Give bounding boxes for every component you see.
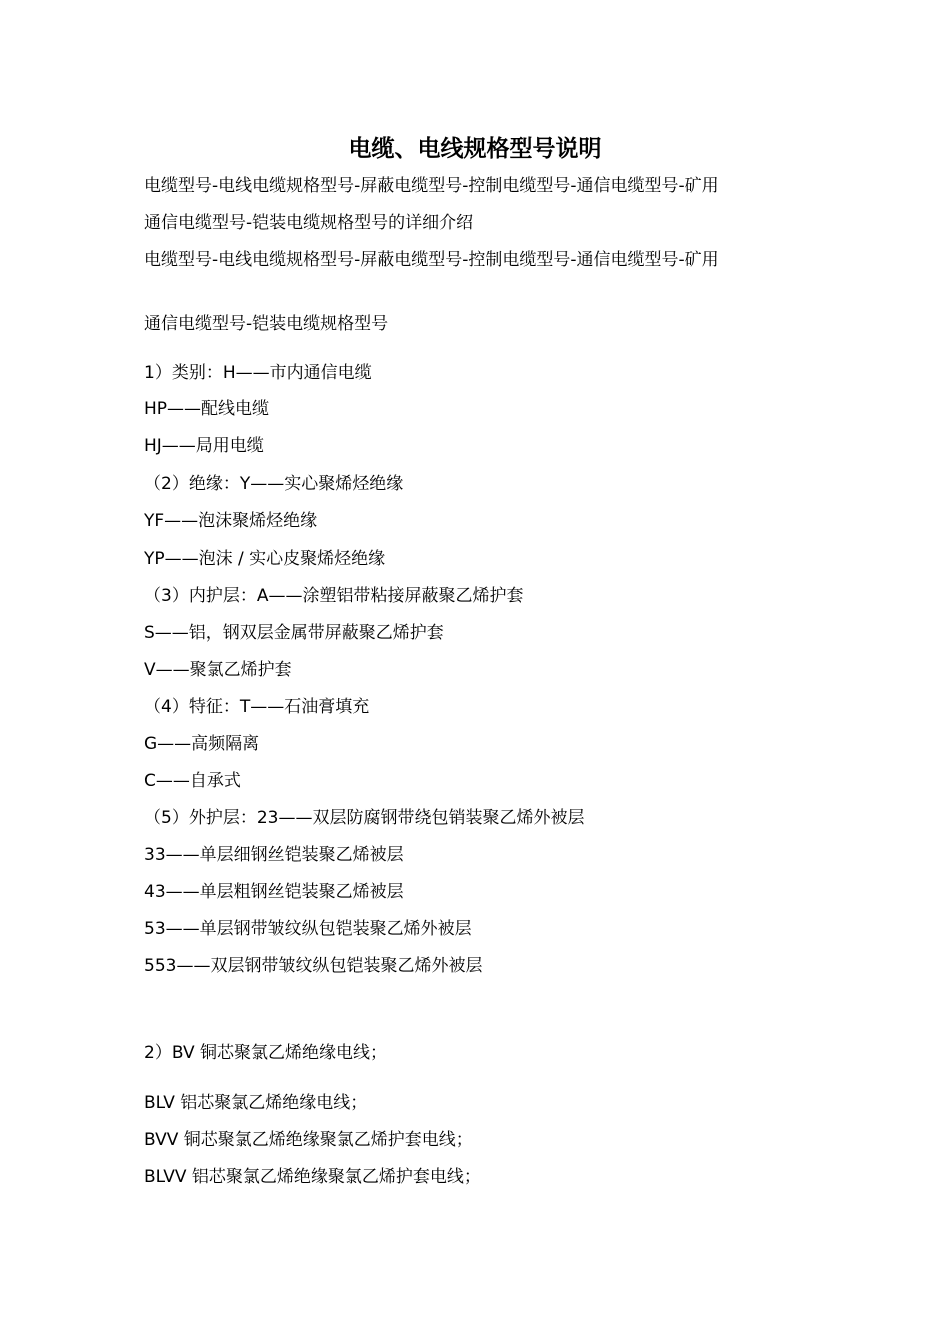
wire-line: BLVV 铝芯聚氯乙烯绝缘聚氯乙烯护套电线； xyxy=(144,1167,481,1187)
spec-line: 1）类别：H——市内通信电缆 xyxy=(144,363,372,383)
intro-line: 通信电缆型号-铠装电缆规格型号的详细介绍 xyxy=(144,213,474,233)
spec-line: C——自承式 xyxy=(144,771,241,791)
spec-line: HJ——局用电缆 xyxy=(144,436,264,456)
intro-line: 通信电缆型号-铠装电缆规格型号 xyxy=(144,314,389,334)
spec-line: 43——单层粗钢丝铠装聚乙烯被层 xyxy=(144,882,404,902)
spec-line: （5）外护层：23——双层防腐钢带绕包销装聚乙烯外被层 xyxy=(144,808,585,828)
wire-line: 2）BV 铜芯聚氯乙烯绝缘电线； xyxy=(144,1043,387,1063)
spec-line: HP——配线电缆 xyxy=(144,399,270,419)
spec-line: YF——泡沫聚烯烃绝缘 xyxy=(144,511,318,531)
wire-line: BVV 铜芯聚氯乙烯绝缘聚氯乙烯护套电线； xyxy=(144,1130,473,1150)
intro-line: 电缆型号-电线电缆规格型号-屏蔽电缆型号-控制电缆型号-通信电缆型号-矿用 xyxy=(144,250,719,270)
spec-line: G——高频隔离 xyxy=(144,734,260,754)
spec-line: V——聚氯乙烯护套 xyxy=(144,660,292,680)
spec-line: （3）内护层：A——涂塑铝带粘接屏蔽聚乙烯护套 xyxy=(144,586,524,606)
spec-line: 53——单层钢带皱纹纵包铠装聚乙烯外被层 xyxy=(144,919,472,939)
document-title: 电缆、电线规格型号说明 xyxy=(348,135,602,162)
wire-line: BLV 铝芯聚氯乙烯绝缘电线； xyxy=(144,1093,368,1113)
spec-line: 33——单层细钢丝铠装聚乙烯被层 xyxy=(144,845,404,865)
intro-line: 电缆型号-电线电缆规格型号-屏蔽电缆型号-控制电缆型号-通信电缆型号-矿用 xyxy=(144,176,719,196)
spec-line: （2）绝缘：Y——实心聚烯烃绝缘 xyxy=(144,474,404,494)
spec-line: （4）特征：T——石油膏填充 xyxy=(144,697,370,717)
spec-line: YP——泡沫 / 实心皮聚烯烃绝缘 xyxy=(144,549,386,569)
spec-line: 553——双层钢带皱纹纵包铠装聚乙烯外被层 xyxy=(144,956,483,976)
spec-line: S——铝，钢双层金属带屏蔽聚乙烯护套 xyxy=(144,623,444,643)
